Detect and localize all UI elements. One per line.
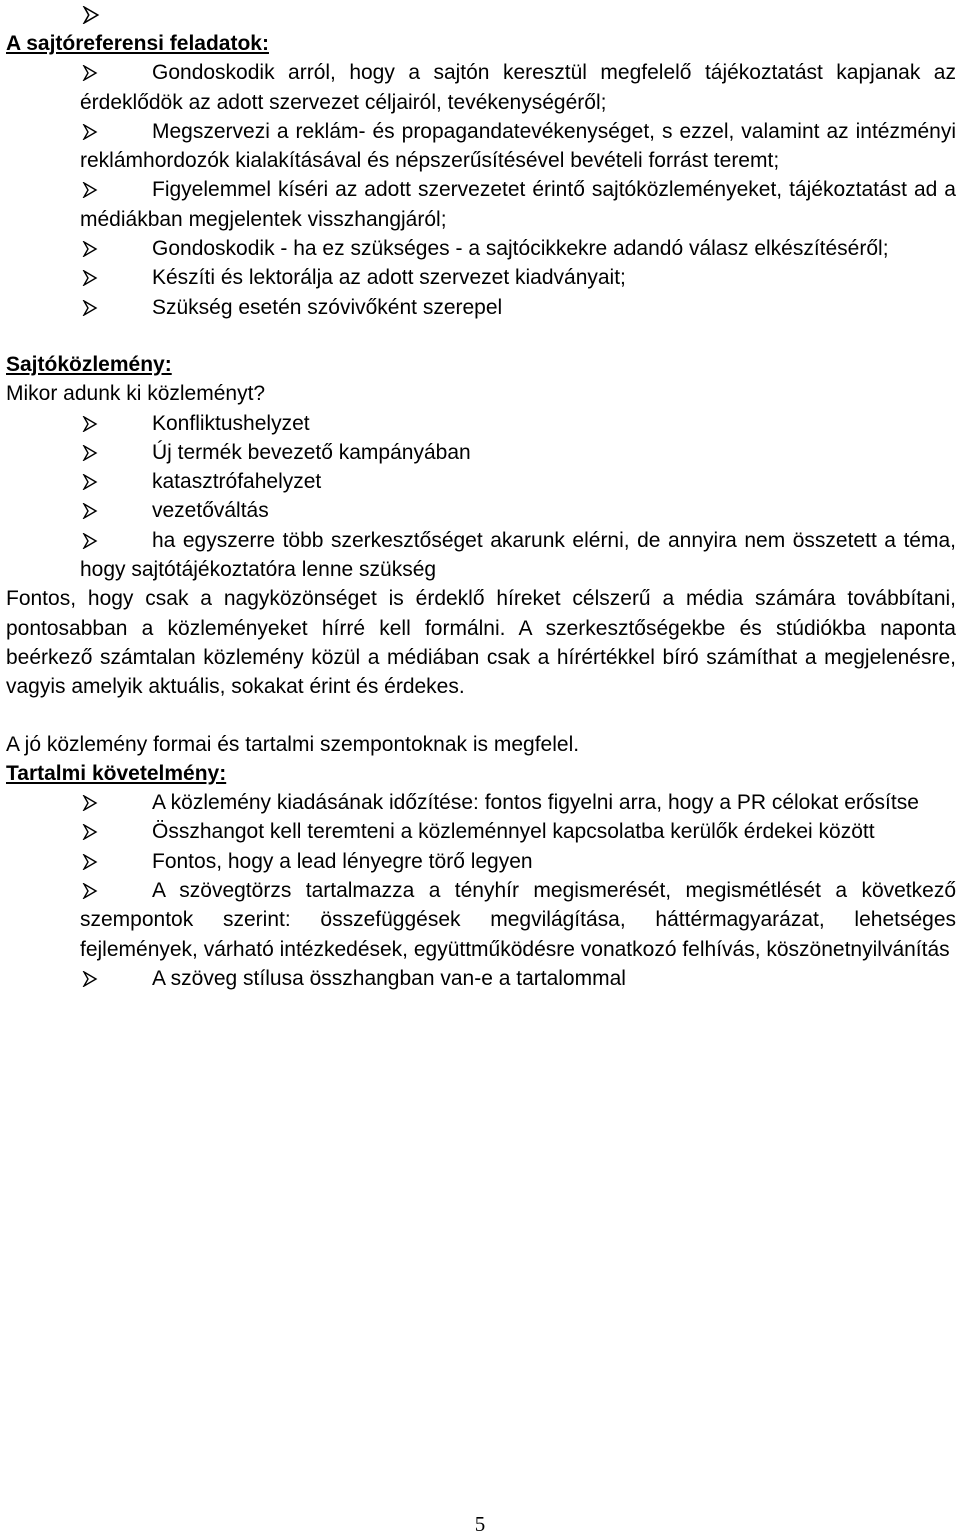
content-requirements-list <box>6 788 956 993</box>
page-number: 5 <box>474 1512 486 1536</box>
arrow-bullet-icon <box>82 241 98 257</box>
list-item: A közlemény kiadásának időzítése: fontos figyelni arra, hogy a PR célokat erősítse <box>6 788 956 817</box>
arrow-bullet-icon <box>82 474 98 490</box>
list-item: katasztrófahelyzet <box>6 467 956 496</box>
list-item: A szövegtörzs tartalmazza a tényhír megismerését, megismétlését a következő szempontok szerint: összefüggések megvilágítása, háttérmagyarázat, lehetséges fejlemények, várható intézkedések, együttműködésre vonatkozó felhívás, köszönetnyilvánítás <box>80 879 956 961</box>
section-title-sajtoreferens: A sajtóreferensi feladatok: <box>6 32 269 55</box>
arrow-bullet-icon <box>82 503 98 519</box>
arrow-bullet-icon <box>82 270 98 286</box>
arrow-bullet-icon <box>82 300 98 316</box>
list-item: Gondoskodik - ha ez szükséges - a sajtócikkekre adandó válasz elkészítéséről; <box>6 234 956 263</box>
list-item: Új termék bevezető kampányában <box>6 438 956 467</box>
arrow-bullet-icon <box>82 416 98 432</box>
list-item: ha egyszerre több szerkesztőséget akarunk elérni, de annyira nem összetett a téma, hogy sajtótájékoztatóra lenne szükség <box>80 528 956 582</box>
arrow-bullet-icon <box>82 6 100 24</box>
list-item: Fontos, hogy a lead lényegre törő legyen <box>6 847 956 876</box>
question-line: Mikor adunk ki közleményt? <box>6 382 266 406</box>
arrow-bullet-icon <box>82 65 98 81</box>
list-item: A szöveg stílusa összhangban van-e a tartalommal <box>6 964 956 993</box>
list-item: vezetőváltás <box>6 496 956 525</box>
top-stray-bullet-line <box>6 0 956 29</box>
duties-list <box>6 58 956 322</box>
list-item: Készíti és lektorálja az adott szervezet kiadványait; <box>6 263 956 292</box>
arrow-bullet-icon <box>82 795 98 811</box>
list-item: Szükség esetén szóvivőként szerepel <box>6 293 956 322</box>
list-item: Figyelemmel kíséri az adott szervezetet érintő sajtóközleményeket, tájékoztatást ad a médiákban megjelentek visszhangjáról; <box>80 178 956 231</box>
formal-requirement-line: A jó közlemény formai és tartalmi szempontoknak is megfelel. <box>6 732 580 756</box>
list-item: Konfliktushelyzet <box>6 409 956 438</box>
arrow-bullet-icon <box>82 824 98 840</box>
list-item: Összhangot kell teremteni a közleménnyel kapcsolatba kerülők érdekei között <box>6 817 956 846</box>
spacer <box>6 702 956 730</box>
spacer <box>6 322 956 350</box>
section-title-tartalmi-kovetelmeny: Tartalmi követelmény: <box>6 761 227 785</box>
arrow-bullet-icon <box>82 182 98 198</box>
section-title-sajtokozlemeny: Sajtóközlemény: <box>6 352 172 376</box>
arrow-bullet-icon <box>82 883 98 899</box>
document-page <box>6 0 956 993</box>
arrow-bullet-icon <box>82 445 98 461</box>
list-item: Megszervezi a reklám- és propagandatevékenységet, s ezzel, valamint az intézményi reklámhordozók kialakításával és népszerűsítésével bevételi forrást teremt; <box>80 119 956 173</box>
when-list <box>6 409 956 585</box>
arrow-bullet-icon <box>82 533 98 549</box>
arrow-bullet-icon <box>82 971 98 987</box>
body-paragraph: Fontos, hogy csak a nagyközönséget is érdeklő híreket célszerű a média számára továbbítani, pontosabban a közleményeket hírré kell formálni. A szerkesztőségekbe és stúdiókba naponta beérkező számtalan közlemény közül a médiában csak a hírértékkel bíró számíthat a megjelenésre, vagyis amelyik aktuális, sokakat érint és érdekes. <box>6 587 956 699</box>
arrow-bullet-icon <box>82 854 98 870</box>
list-item: Gondoskodik arról, hogy a sajtón keresztül megfelelő tájékoztatást kapjanak az érdeklődök az adott szervezet céljairól, tevékenységéről; <box>80 61 956 114</box>
arrow-bullet-icon <box>82 124 98 140</box>
